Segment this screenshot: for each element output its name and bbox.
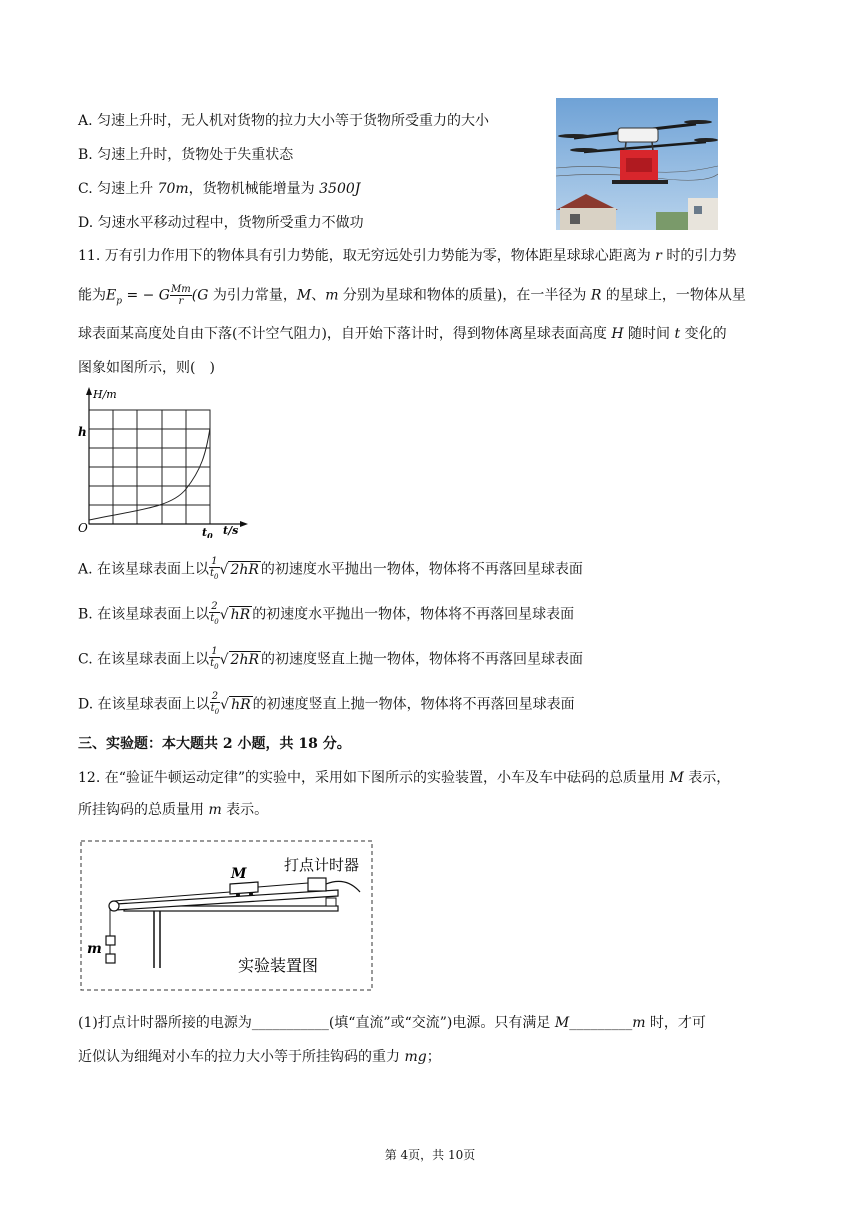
q11-option-d-fraction — [210, 691, 221, 718]
q11-line-1-text: 11. 万有引力作用下的物体具有引力势能，取无穷远处引力势能为零，物体距星球球心距离为 — [78, 248, 656, 264]
q11-option-d-text: D. 在该星球表面上以 — [78, 696, 210, 713]
q11-formula-fraction — [170, 284, 192, 307]
q11-var-ep-sub: p — [116, 296, 122, 307]
q11-option-c-rad: 2hR — [230, 651, 260, 668]
apparatus-caption: 实验装置图 — [238, 956, 319, 975]
q11-option-b-rad: hR — [230, 606, 251, 623]
q11-var-r: r — [655, 248, 662, 264]
q12-part-1-blank: _________ — [569, 1015, 633, 1031]
q11-var-ep: E — [106, 287, 117, 304]
q11-option-d-den-sub: 0 — [214, 708, 220, 716]
q10-option-a: A. 匀速上升时，无人机对货物的拉力大小等于货物所受重力的大小 — [78, 113, 490, 129]
graph-h-label: h — [78, 425, 87, 439]
q11-option-a-den-sub: 0 — [214, 573, 219, 581]
q12-line-2-text: 所挂钩码的总质量用 — [78, 802, 209, 818]
q11-option-b-fraction — [209, 601, 220, 628]
q10-option-c-energy: 3500J — [319, 181, 361, 197]
q12-var-m: m — [208, 802, 222, 818]
q11-option-b-den-sub: 0 — [214, 618, 219, 626]
q11-option-b-den-t: t — [210, 613, 215, 624]
q11-line-3 — [78, 324, 727, 344]
q11-line-3-mid: 随时间 — [623, 326, 675, 342]
apparatus-timer-label: 打点计时器 — [284, 856, 360, 874]
q10-option-c — [78, 179, 360, 199]
graph-t0-label — [202, 526, 213, 538]
q11-option-c-num: 1 — [209, 646, 220, 658]
q11-option-d-num: 2 — [210, 691, 221, 703]
q11-option-a — [78, 556, 583, 583]
q12-part-1-line-2-end: ； — [426, 1049, 441, 1065]
q11-line-1-end: 时的引力势 — [661, 248, 737, 264]
height-time-graph — [76, 384, 251, 538]
graph-y-arrow — [86, 387, 92, 395]
graph-origin-label: O — [78, 521, 88, 535]
experiment-apparatus-diagram — [80, 840, 374, 992]
q11-option-b — [78, 601, 574, 628]
q11-option-a-end: 的初速度水平抛出一物体，物体将不再落回星球表面 — [260, 561, 583, 578]
q11-frac-num: Mm — [171, 284, 191, 295]
q11-line-1 — [78, 246, 736, 266]
page-footer: 第 4页，共 10页 — [384, 1148, 476, 1162]
q11-option-a-rad: 2hR — [230, 561, 259, 578]
q10-option-c-distance: 70m — [157, 181, 189, 197]
q12-line-1 — [78, 768, 730, 788]
q11-option-d — [78, 691, 575, 718]
q12-part-1-var-M: M — [554, 1015, 570, 1031]
apparatus-cart — [230, 882, 258, 894]
q10-option-c-text: C. 匀速上升 — [78, 181, 158, 197]
q11-option-d-den — [210, 703, 221, 718]
section-heading: 三、实验题：本大题共 2 小题，共 18 分。 — [78, 736, 351, 752]
apparatus-weight-2 — [106, 954, 115, 963]
q11-formula-eq: = − G — [122, 287, 170, 304]
q12-line-1-end: 表示， — [683, 770, 731, 786]
q11-line-3-end: 变化的 — [680, 326, 727, 342]
q11-line-2-post: 分别为星球和物体的质量)，在一半径为 — [338, 287, 591, 304]
q12-part-1-var-mg: mg — [404, 1049, 427, 1065]
graph-x-label: t/s — [223, 524, 239, 537]
q11-option-c-sqrt: √ 2hR — [219, 651, 260, 668]
q12-part-1-line-2-text: 近似认为细绳对小车的拉力大小等于所挂钩码的重力 — [78, 1049, 405, 1065]
q11-option-d-sqrt: √ hR — [220, 696, 251, 713]
graph-x-arrow — [240, 521, 248, 527]
graph-y-label: H/m — [93, 388, 117, 401]
q11-var-t: t — [674, 326, 681, 342]
q11-option-d-end: 的初速度竖直上抛一物体，物体将不再落回星球表面 — [252, 696, 575, 713]
q11-option-c-fraction — [209, 646, 220, 673]
apparatus-cart-label: M — [231, 866, 247, 882]
q11-option-a-sqrt: √ 2hR — [219, 561, 259, 578]
q11-var-g: (G — [191, 287, 209, 304]
q12-part-1-var-m: m — [632, 1015, 646, 1031]
q11-option-d-den-t: t — [210, 703, 215, 714]
q11-option-b-den — [209, 613, 220, 628]
q12-part-1-end: 时，才可 — [645, 1015, 706, 1031]
q11-frac-den: r — [178, 296, 184, 307]
q11-option-b-sqrt: √ hR — [219, 606, 251, 623]
q12-part-1-line-2 — [78, 1047, 441, 1067]
apparatus-weight-label: m — [87, 941, 102, 957]
q11-line-2-mid: 为引力常量， — [208, 287, 297, 304]
q11-option-a-den-t: t — [210, 568, 215, 579]
q11-option-a-text: A. 在该星球表面上以 — [78, 561, 210, 578]
q11-option-a-den — [209, 568, 220, 583]
q10-option-b: B. 匀速上升时，货物处于失重状态 — [78, 147, 294, 163]
q11-option-c-den-t: t — [210, 658, 215, 669]
q11-option-b-end: 的初速度水平抛出一物体，物体将不再落回星球表面 — [252, 606, 575, 623]
q12-line-2-end: 表示。 — [221, 802, 269, 818]
q11-option-a-num: 1 — [209, 556, 220, 568]
q11-line-4: 图象如图所示，则( ) — [78, 360, 215, 376]
drone-photo — [556, 98, 718, 230]
q11-option-a-fraction — [209, 556, 220, 583]
q11-option-d-rad: hR — [231, 696, 251, 713]
q11-var-R: R — [590, 287, 602, 304]
q11-option-c — [78, 646, 583, 673]
q10-option-d: D. 匀速水平移动过程中，货物所受重力不做功 — [78, 215, 364, 231]
q11-var-m: m — [325, 287, 339, 304]
q11-option-c-end: 的初速度竖直上抛一物体，物体将不再落回星球表面 — [261, 651, 584, 668]
q12-var-M: M — [669, 770, 684, 786]
q11-option-c-text: C. 在该星球表面上以 — [78, 651, 210, 668]
q11-option-b-text: B. 在该星球表面上以 — [78, 606, 210, 623]
q12-line-2 — [78, 800, 268, 820]
q12-part-1-text: (1)打点计时器所接的电源为___________(填“直流”或“交流”)电源。只有满足 — [78, 1015, 555, 1031]
graph-curve — [89, 428, 210, 520]
graph-t0-t: t — [202, 526, 208, 538]
q11-option-b-num: 2 — [209, 601, 220, 613]
q11-var-H: H — [611, 326, 624, 342]
q11-line-2-end: 的星球上，一物体从星 — [601, 287, 746, 304]
apparatus-timer — [308, 878, 326, 891]
apparatus-weight-1 — [106, 936, 115, 945]
q12-line-1-text: 12. 在“验证牛顿运动定律”的实验中，采用如下图所示的实验装置，小车及车中砝码的总质量用 — [78, 770, 670, 786]
q11-line-2 — [78, 284, 746, 311]
q11-option-c-den — [209, 658, 220, 673]
q11-line-2-text: 能为 — [78, 287, 106, 304]
graph-t0-sub: 0 — [207, 531, 213, 538]
graph-grid — [89, 410, 210, 524]
q11-option-c-den-sub: 0 — [214, 663, 219, 671]
q10-option-c-text2: ，货物机械能增量为 — [188, 181, 320, 197]
q11-line-3-text: 球表面某高度处自由下落(不计空气阻力)，自开始下落计时，得到物体离星球表面高度 — [78, 326, 612, 342]
q11-var-M: M — [296, 287, 312, 304]
q12-part-1-line-1 — [78, 1013, 706, 1033]
q11-sep: 、 — [311, 287, 326, 304]
